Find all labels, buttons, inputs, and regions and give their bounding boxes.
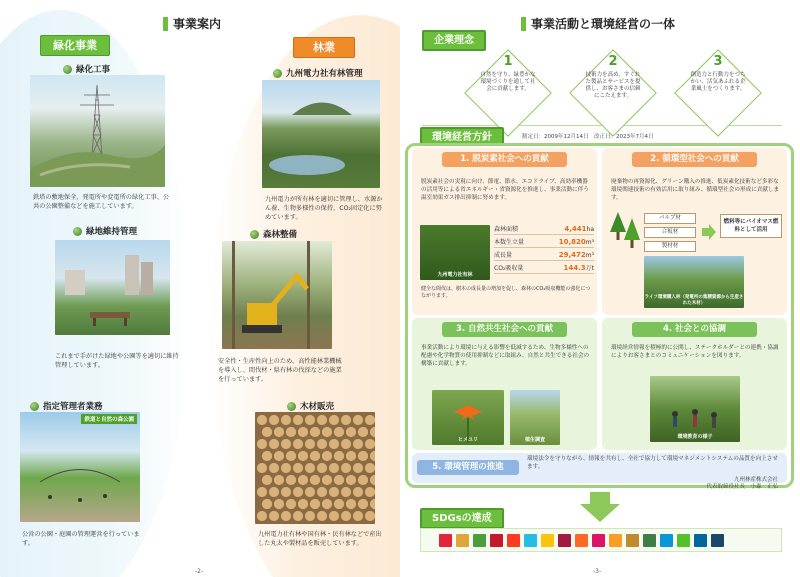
log-end	[365, 415, 376, 426]
log-end	[334, 427, 345, 438]
public-park-photo	[20, 412, 140, 522]
leaf-bullet-icon	[273, 69, 282, 78]
log-end	[262, 451, 273, 462]
greening-work-text: 鉄塔の敷地保全、発電所や変電所の緑化工事、公共の公園整備などを施工しています。	[33, 194, 170, 210]
section-heading: 森林整備	[250, 228, 297, 240]
log-end	[322, 475, 333, 486]
log-end	[257, 439, 268, 450]
log-end	[334, 499, 345, 510]
log-end	[329, 439, 340, 450]
log-end	[358, 475, 369, 486]
log-end	[269, 487, 280, 498]
signature	[678, 477, 778, 491]
log-end	[346, 475, 357, 486]
log-end	[274, 499, 285, 510]
log-end	[298, 499, 309, 510]
photo-caption: ライフ環境購入林（発電所の集積資源から生産された木材）	[644, 295, 744, 306]
log-end	[346, 499, 357, 510]
log-end	[298, 475, 309, 486]
log-end	[281, 511, 292, 522]
log-end	[293, 415, 304, 426]
log-end	[329, 487, 340, 498]
log-end	[281, 439, 292, 450]
log-end	[310, 427, 321, 438]
log-end	[274, 427, 285, 438]
leaf-bullet-icon	[73, 227, 82, 236]
section-title: 1. 脱炭素社会への貢献	[442, 152, 567, 167]
designated-manager-text: 公営の公園・庭園の管理運営を行っています。	[22, 531, 140, 547]
section-text: 廃棄物の再資源化、グリーン購入の推進、低炭素化技術など多彩な環境関連技術の有効活用に取り組み、循環型社会の形成に貢献します。	[611, 179, 780, 201]
log-end	[281, 463, 292, 474]
log-end	[293, 511, 304, 522]
log-end	[317, 511, 328, 522]
philosophy-number: 2	[608, 54, 618, 69]
section-text: 脱炭素社会の実現に向け、節電、節水、エコドライブ、高効率機器の活用等による省エネルギー・省資源化を推進し、事業活動に伴う温室効果ガス排出抑制に努めます。	[421, 179, 589, 201]
log-end	[370, 475, 376, 486]
sdg-goal-icon	[711, 534, 724, 547]
philosophy-number: 1	[503, 54, 513, 69]
section-heading: 九州電力社有林管理	[273, 67, 363, 79]
log-end	[310, 499, 321, 510]
photo-caption: 植生調査	[524, 437, 545, 443]
philosophy-text: 技術力を高め、すぐれた製品とサービスを提供し、お客さまの信頼にこたえます。	[585, 72, 641, 99]
log-end	[334, 475, 345, 486]
philosophy-number: 3	[713, 54, 723, 69]
wood-types	[644, 213, 696, 252]
page-number: -3-	[593, 568, 602, 575]
leaf-bullet-icon	[30, 402, 39, 411]
log-end	[341, 439, 352, 450]
log-end	[358, 427, 369, 438]
log-end	[329, 415, 340, 426]
greening-photo	[30, 75, 165, 187]
sdg-goal-icon	[490, 534, 503, 547]
biomass-box: 燃料等にバイオマス燃料として活用	[720, 214, 782, 238]
log-end	[262, 475, 273, 486]
log-end	[329, 463, 340, 474]
log-end	[293, 463, 304, 474]
log-end	[317, 487, 328, 498]
log-end	[305, 439, 316, 450]
sdg-goal-icon	[677, 534, 690, 547]
log-end	[322, 427, 333, 438]
pylon-icon	[30, 75, 165, 187]
log-end	[257, 415, 268, 426]
log-end	[322, 499, 333, 510]
section-heading: 緑化工事	[63, 63, 110, 75]
section-title: 5. 環境管理の推進	[417, 460, 519, 475]
leaf-bullet-icon	[63, 65, 72, 74]
sdg-goal-icon	[626, 534, 639, 547]
forest-maintenance-text: 安全性・生産性向上のため、高性能林業機械を導入し、間伐材・県有林の伐採などの施業を行っています。	[218, 358, 342, 383]
log-end	[298, 427, 309, 438]
log-end	[370, 499, 376, 510]
log-end	[257, 487, 268, 498]
log-end	[353, 463, 364, 474]
log-end	[353, 439, 364, 450]
wood-type: 製材材	[644, 241, 696, 252]
log-end	[317, 439, 328, 450]
sdg-goal-icon	[575, 534, 588, 547]
policy-tag: 環境経営方針	[420, 127, 504, 148]
log-end	[346, 451, 357, 462]
philosophy-area	[422, 48, 782, 126]
sdgs-tag: SDGsの達成	[420, 508, 504, 529]
stat-row: CO₂吸収量 144.3万t	[494, 264, 594, 272]
log-end	[341, 415, 352, 426]
section-text: 環境経営情報を積極的に公開し、ステークホルダーとの連携・協調によりお客さまとのコミュニケーションを図ります。	[611, 345, 779, 359]
log-end	[322, 451, 333, 462]
right-page	[400, 0, 800, 577]
log-end	[365, 511, 376, 522]
sdg-goal-icon	[660, 534, 673, 547]
forest-maintenance-photo	[222, 241, 332, 349]
philosophy-text: 創造力と行動力をつちかい、活気あふれる企業風土をつくります。	[690, 72, 746, 92]
log-end	[293, 439, 304, 450]
forest-stats	[494, 225, 594, 274]
policy-section-1	[412, 148, 597, 315]
forest-photo	[644, 256, 744, 308]
log-end	[341, 487, 352, 498]
park-name-label: 鉄道と自然の森公園	[81, 414, 137, 424]
log-end	[298, 451, 309, 462]
log-end	[353, 511, 364, 522]
survey-photo	[510, 390, 560, 445]
sdg-goal-icon	[694, 534, 707, 547]
log-end	[262, 427, 273, 438]
log-end	[305, 511, 316, 522]
page-title: 事業案内	[163, 15, 221, 32]
log-end	[305, 487, 316, 498]
photo-caption: ヒメユリ	[457, 437, 478, 443]
log-end	[274, 475, 285, 486]
sdg-goal-icon	[439, 534, 452, 547]
log-end	[370, 451, 376, 462]
forestry-badge: 林業	[293, 37, 355, 58]
stat-row: 森林面積 4,441ha	[494, 225, 594, 233]
company-name: 九州林産株式会社	[733, 477, 778, 483]
lake-icon	[262, 80, 380, 188]
sdg-goal-icon	[456, 534, 469, 547]
sdg-goal-icon	[541, 534, 554, 547]
leaf-bullet-icon	[287, 402, 296, 411]
log-end	[274, 451, 285, 462]
philosophy-tag: 企業理念	[422, 30, 486, 51]
log-end	[370, 427, 376, 438]
sdg-goal-icon	[609, 534, 622, 547]
log-end	[257, 463, 268, 474]
forest-photo	[420, 225, 490, 280]
timber-sales-text: 九州電力社有林や国有林・民有林などで産出した丸太や製材品を販売しています。	[258, 531, 382, 547]
log-end	[286, 427, 297, 438]
log-end	[305, 463, 316, 474]
sdg-goal-icon	[524, 534, 537, 547]
education-photo	[650, 376, 740, 442]
log-end	[365, 487, 376, 498]
section-heading: 木材販売	[287, 400, 334, 412]
log-end	[353, 487, 364, 498]
log-end	[341, 511, 352, 522]
timber-photo	[255, 412, 375, 524]
sdg-goal-icon	[473, 534, 486, 547]
log-end	[317, 415, 328, 426]
president-name: 代表取締役社長 小森 正弘	[706, 484, 778, 490]
sdg-goal-icon	[558, 534, 571, 547]
log-end	[334, 451, 345, 462]
log-end	[286, 451, 297, 462]
log-end	[305, 415, 316, 426]
policy-section-4	[602, 318, 787, 450]
excavator-icon	[222, 241, 332, 349]
log-end	[293, 487, 304, 498]
section-title: 4. 社会との協調	[632, 322, 757, 337]
maintenance-text: これまで手がけた緑地や公園等を適切に維持管理しています。	[55, 353, 179, 369]
section-note: 健全な間伐は、樹木の成長量の増加を促し、森林のCO₂吸収機能の強化につながります。	[421, 286, 591, 299]
log-end	[281, 487, 292, 498]
log-end	[257, 511, 268, 522]
stat-row: 成長量 29,472m³	[494, 251, 594, 259]
policy-section-3	[412, 318, 597, 450]
policy-dates: 制定日：2009年12月14日 改正日：2023年7月4日	[522, 134, 654, 140]
section-heading: 緑地維持管理	[73, 225, 137, 237]
arrow-right-icon	[702, 224, 716, 240]
stat-row: 本数生立量 10,820m³	[494, 238, 594, 246]
log-end	[286, 475, 297, 486]
company-forest-photo	[262, 80, 380, 188]
section-text: 環境法令を守りながら、情報を共有し、全社で協力して環境マネジメントシステムの品質を向上させます。	[527, 456, 778, 470]
sdg-goal-icon	[643, 534, 656, 547]
park-photo	[55, 240, 170, 335]
playground-icon	[20, 412, 140, 522]
log-end	[346, 427, 357, 438]
philosophy-text: 自然を守り、緑豊かな環境づくりを通して社会に貢献します。	[480, 72, 536, 92]
sdgs-icons	[420, 528, 782, 552]
log-end	[310, 475, 321, 486]
leaf-bullet-icon	[250, 230, 259, 239]
log-end	[365, 439, 376, 450]
page-number: -2-	[195, 568, 204, 575]
page-title: 事業活動と環境経営の一体	[521, 15, 675, 32]
log-end	[269, 415, 280, 426]
log-end	[269, 511, 280, 522]
section-title: 2. 循環型社会への貢献	[632, 152, 757, 167]
photo-caption: 九州電力社有林	[437, 272, 473, 278]
log-end	[341, 463, 352, 474]
wood-type: 合板材	[644, 227, 696, 238]
log-end	[353, 415, 364, 426]
photo-caption: 環境教育の様子	[677, 434, 713, 440]
arrow-down-icon	[580, 492, 620, 522]
log-end	[358, 451, 369, 462]
log-end	[269, 463, 280, 474]
building-icon	[55, 240, 170, 335]
greening-badge: 緑化事業	[40, 35, 110, 56]
log-end	[286, 499, 297, 510]
tree-icon	[608, 210, 642, 250]
log-end	[310, 451, 321, 462]
log-pile-icon	[255, 412, 375, 524]
lily-photo	[432, 390, 504, 445]
log-end	[329, 511, 340, 522]
log-end	[269, 439, 280, 450]
sdg-goal-icon	[507, 534, 520, 547]
log-end	[365, 463, 376, 474]
section-heading: 指定管理者業務	[30, 400, 103, 412]
policy-section-2	[602, 148, 787, 315]
log-end	[358, 499, 369, 510]
log-end	[262, 499, 273, 510]
section-text: 事業活動により環境に与える影響を低減するため、生物多様性への配慮や化学物質の使用抑制などに取組み、自然と共生できる社会の構築に貢献します。	[421, 345, 590, 367]
section-title: 3. 自然共生社会への貢献	[442, 322, 567, 337]
sdg-goal-icon	[592, 534, 605, 547]
log-end	[317, 463, 328, 474]
log-end	[281, 415, 292, 426]
wood-type: パルプ材	[644, 213, 696, 224]
company-forest-text: 九州電力が所有林を適切に管理し、水源かん養、生物多様性の保持、CO₂固定化に努めています。	[265, 196, 383, 221]
